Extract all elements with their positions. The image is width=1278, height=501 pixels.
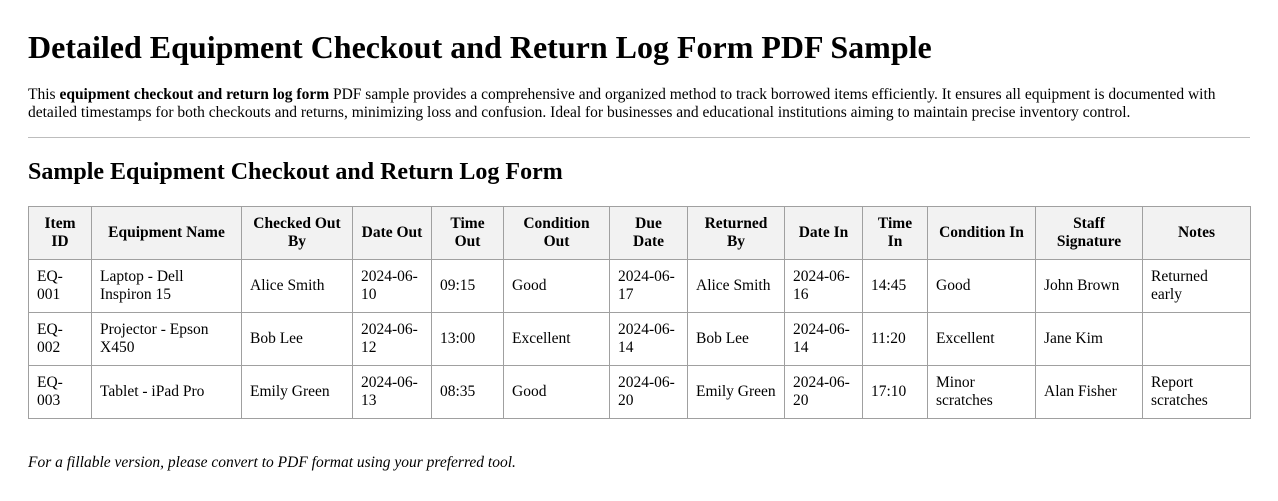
table-cell xyxy=(1143,313,1251,366)
table-cell: Projector - Epson X450 xyxy=(92,313,242,366)
table-cell: 13:00 xyxy=(432,313,504,366)
table-cell: Emily Green xyxy=(688,366,785,419)
intro-text-before: This xyxy=(28,86,60,103)
table-cell: Good xyxy=(504,260,610,313)
column-header: Time In xyxy=(863,207,928,260)
table-cell: EQ-001 xyxy=(29,260,92,313)
table-cell: Alice Smith xyxy=(688,260,785,313)
column-header: Date Out xyxy=(353,207,432,260)
table-cell: EQ-003 xyxy=(29,366,92,419)
column-header: Equipment Name xyxy=(92,207,242,260)
column-header: Date In xyxy=(785,207,863,260)
page-title: Detailed Equipment Checkout and Return Log Form PDF Sample xyxy=(28,29,932,65)
equipment-log-table xyxy=(28,206,1251,419)
column-header: Due Date xyxy=(610,207,688,260)
footer-note: For a fillable version, please convert to PDF format using your preferred tool. xyxy=(28,454,516,471)
table-cell: Alice Smith xyxy=(242,260,353,313)
table-cell: Returned early xyxy=(1143,260,1251,313)
table-cell: 2024-06-12 xyxy=(353,313,432,366)
table-cell: 08:35 xyxy=(432,366,504,419)
table-cell: Minor scratches xyxy=(928,366,1036,419)
table-cell: Report scratches xyxy=(1143,366,1251,419)
intro-paragraph xyxy=(28,86,1250,122)
intro-text-bold: equipment checkout and return log form xyxy=(59,86,330,103)
column-header: Staff Signature xyxy=(1036,207,1143,260)
table-row xyxy=(29,260,1251,313)
table-cell: 17:10 xyxy=(863,366,928,419)
table-cell: Excellent xyxy=(928,313,1036,366)
table-cell: 2024-06-16 xyxy=(785,260,863,313)
table-cell: 2024-06-14 xyxy=(785,313,863,366)
column-header: Time Out xyxy=(432,207,504,260)
column-header: Notes xyxy=(1143,207,1251,260)
column-header: Item ID xyxy=(29,207,92,260)
table-cell: 09:15 xyxy=(432,260,504,313)
table-cell: 2024-06-20 xyxy=(610,366,688,419)
table-cell: EQ-002 xyxy=(29,313,92,366)
column-header: Checked Out By xyxy=(242,207,353,260)
table-row xyxy=(29,366,1251,419)
table-cell: Emily Green xyxy=(242,366,353,419)
table-cell: 2024-06-10 xyxy=(353,260,432,313)
table-cell: Jane Kim xyxy=(1036,313,1143,366)
table-cell: Bob Lee xyxy=(242,313,353,366)
section-title: Sample Equipment Checkout and Return Log Form xyxy=(28,159,563,185)
column-header: Condition Out xyxy=(504,207,610,260)
table-cell: 2024-06-20 xyxy=(785,366,863,419)
column-header: Returned By xyxy=(688,207,785,260)
table-row xyxy=(29,313,1251,366)
table-cell: 14:45 xyxy=(863,260,928,313)
table-cell: Tablet - iPad Pro xyxy=(92,366,242,419)
divider xyxy=(28,137,1250,138)
table-header-row xyxy=(29,207,1251,260)
table-body xyxy=(29,260,1251,419)
table-cell: Alan Fisher xyxy=(1036,366,1143,419)
table-cell: 2024-06-14 xyxy=(610,313,688,366)
table-cell: Good xyxy=(504,366,610,419)
table-cell: Laptop - Dell Inspiron 15 xyxy=(92,260,242,313)
table-cell: 2024-06-17 xyxy=(610,260,688,313)
table-cell: John Brown xyxy=(1036,260,1143,313)
table-cell: 2024-06-13 xyxy=(353,366,432,419)
table-cell: Good xyxy=(928,260,1036,313)
table-cell: Bob Lee xyxy=(688,313,785,366)
table-cell: Excellent xyxy=(504,313,610,366)
intro-text-after: PDF sample provides a comprehensive and organized method to track borrowed items efficiently. It ensures all equipment is documented with detailed timestamps for both checkouts and returns, minimizing loss and confusion. Ideal for businesses and educational institutions aiming to maintain precise inventory control. xyxy=(28,86,1216,121)
column-header: Condition In xyxy=(928,207,1036,260)
table-cell: 11:20 xyxy=(863,313,928,366)
